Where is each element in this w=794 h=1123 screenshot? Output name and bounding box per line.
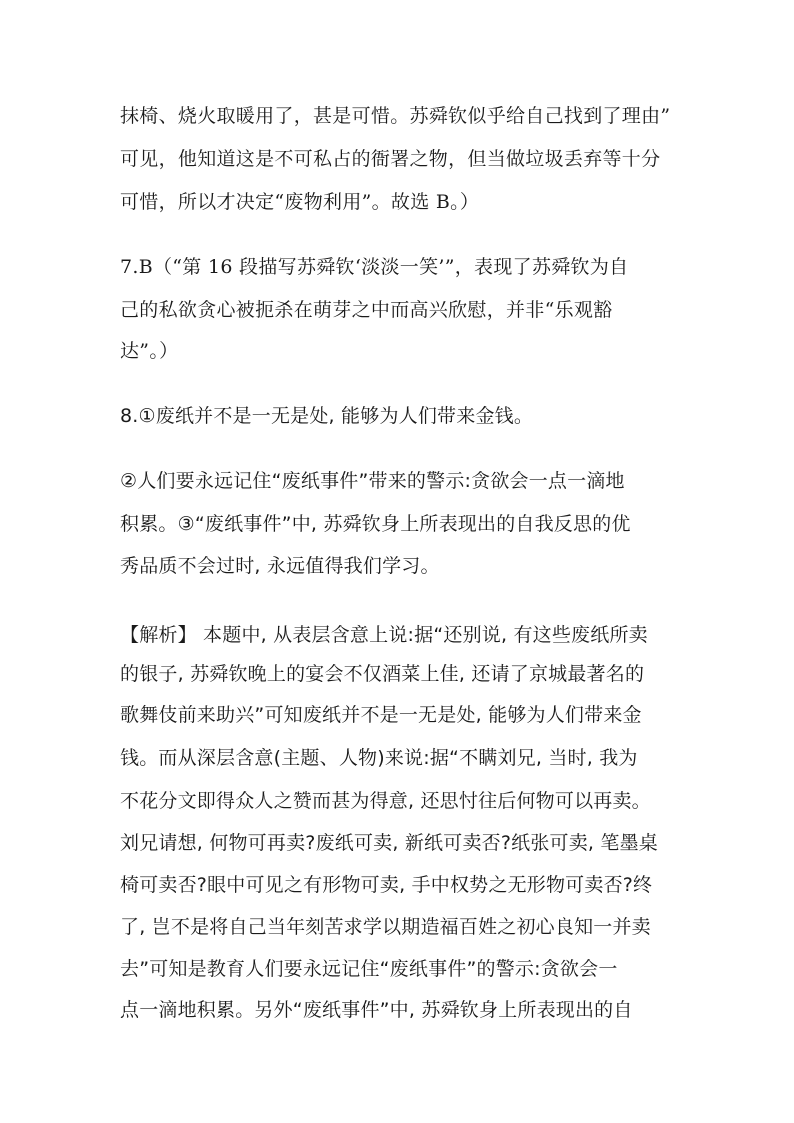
analysis-line-4: 钱。而从深层含意(主题、人物)来说:据“不瞒刘兄, 当时, 我为	[120, 747, 638, 769]
answer-6-line-3: 可惜，所以才决定“废物利用”。故选 B。）	[120, 191, 480, 213]
answer-8-point-2-line-1: ②人们要永远记住“废纸事件”带来的警示:贪欲会一点一滴地	[120, 470, 625, 492]
answer-8-point-2-line-3: 秀品质不会过时, 永远值得我们学习。	[120, 555, 440, 577]
analysis-line-2: 的银子, 苏舜钦晚上的宴会不仅酒菜上佳, 还请了京城最著名的	[120, 663, 645, 685]
analysis-line-9: 去”可知是教育人们要永远记住“废纸事件”的警示:贪欲会一	[120, 958, 618, 980]
answer-7-line-1: 7.B（“第 16 段描写苏舜钦‘淡淡一笑’”，表现了苏舜钦为自	[120, 256, 629, 278]
answer-8-point-2-line-2: 积累。③“废纸事件”中, 苏舜钦身上所表现出的自我反思的优	[120, 513, 631, 535]
answer-6-line-1: 抹椅、烧火取暖用了，甚是可惜。苏舜钦似乎给自己找到了理由”	[120, 105, 671, 127]
analysis-line-6: 刘兄请想, 何物可再卖?废纸可卖, 新纸可卖否?纸张可卖, 笔墨桌	[120, 832, 659, 854]
analysis-line-5: 不花分文即得众人之赞而甚为得意, 还思忖往后何物可以再卖。	[120, 790, 651, 812]
analysis-line-3: 歌舞伎前来助兴”可知废纸并不是一无是处, 能够为人们带来金	[120, 704, 642, 726]
answer-7-line-3: 达”。）	[120, 340, 179, 362]
analysis-line-7: 椅可卖否?眼中可见之有形物可卖, 手中权势之无形物可卖否?终	[120, 874, 653, 896]
answer-8-point-1: 8.①废纸并不是一无是处, 能够为人们带来金钱。	[120, 405, 534, 427]
analysis-line-8: 了, 岂不是将自己当年刻苦求学以期造福百姓之初心良知一并卖	[120, 916, 651, 938]
answer-6-line-2: 可见，他知道这是不可私占的衙署之物，但当做垃圾丢弃等十分	[120, 148, 661, 170]
answer-7-line-2: 己的私欲贪心被扼杀在萌芽之中而高兴欣慰，并非“乐观豁	[120, 299, 613, 321]
analysis-line-1: 【解析】 本题中, 从表层含意上说:据“还别说, 有这些废纸所卖	[120, 624, 648, 646]
analysis-line-10: 点一滴地积累。另外“废纸事件”中, 苏舜钦身上所表现出的自	[120, 999, 633, 1021]
